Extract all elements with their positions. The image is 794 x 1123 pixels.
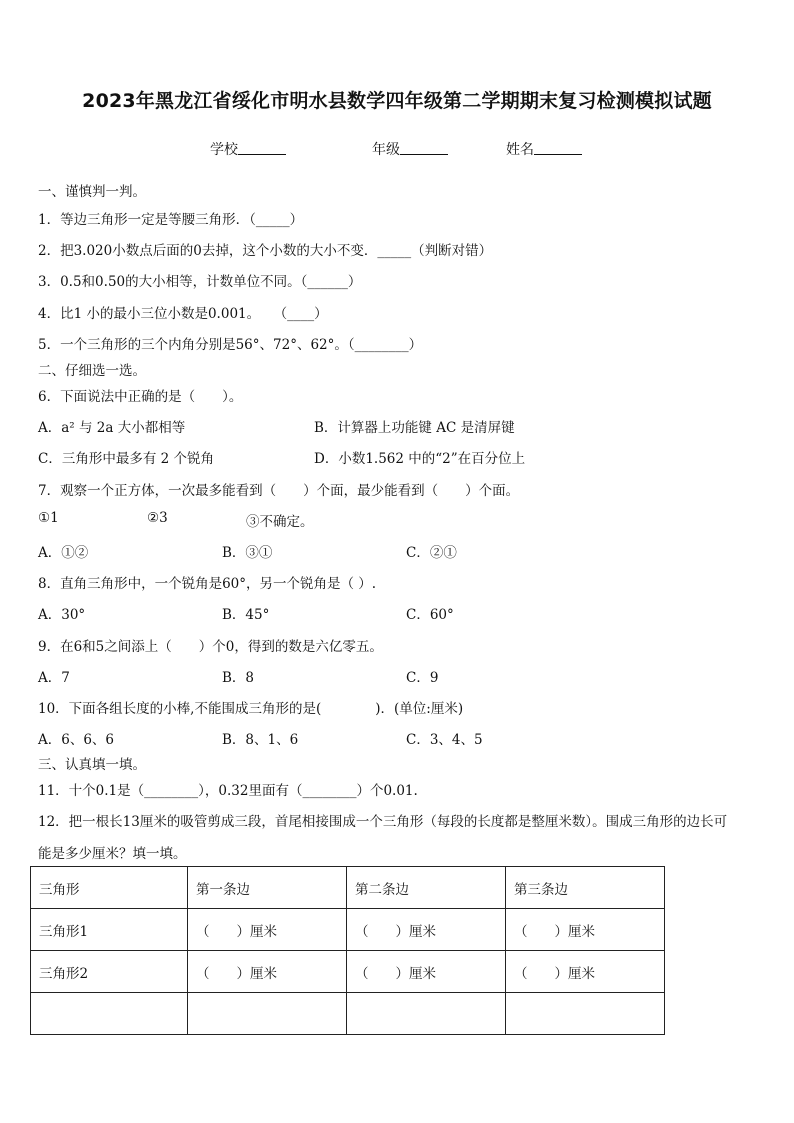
question-10: 10．下面各组长度的小棒,不能围成三角形的是( )．(单位:厘米) xyxy=(38,701,464,717)
q10-option-b: B．8、1、6 xyxy=(222,732,299,748)
grade-label: 年级 xyxy=(372,142,400,158)
q6-option-a: A．a² 与 2a 大小都相等 xyxy=(38,420,186,436)
q10-option-a: A．6、6、6 xyxy=(38,732,115,748)
school-blank xyxy=(238,142,286,155)
section-heading-2: 二、仔细选一选。 xyxy=(38,363,146,379)
q9-option-c: C．9 xyxy=(406,670,439,686)
table-cell xyxy=(347,993,506,1035)
q10-option-c: C．3、4、5 xyxy=(406,732,483,748)
q8-option-b: B．45° xyxy=(222,607,270,623)
table-cell: 三角形2 xyxy=(31,951,188,993)
question-9: 9．在6和5之间添上（ ）个0，得到的数是六亿零五。 xyxy=(38,639,383,655)
question-4: 4．比1 小的最小三位小数是0.001。 （____） xyxy=(38,306,328,322)
table-cell: （ ）厘米 xyxy=(506,909,665,951)
q8-option-a: A．30° xyxy=(38,607,86,623)
q7-option-c: C．②① xyxy=(406,545,457,561)
question-3: 3．0.5和0.50的大小相等，计数单位不同。（______） xyxy=(38,274,362,290)
q7-choice-1: ①1 xyxy=(38,510,59,526)
table-row xyxy=(31,951,665,993)
grade-blank xyxy=(400,142,448,155)
grade-field xyxy=(372,139,448,159)
table-header-row xyxy=(31,867,665,909)
school-field xyxy=(210,139,286,159)
section-heading-3: 三、认真填一填。 xyxy=(38,757,146,773)
table-cell: （ ）厘米 xyxy=(506,951,665,993)
page-title: 2023年黑龙江省绥化市明水县数学四年级第二学期期末复习检测模拟试题 xyxy=(82,90,712,112)
table-cell: （ ）厘米 xyxy=(347,909,506,951)
table-header-cell: 第二条边 xyxy=(347,867,506,909)
table-row xyxy=(31,993,665,1035)
q8-option-c: C．60° xyxy=(406,607,454,623)
table-header-cell: 第一条边 xyxy=(188,867,347,909)
table-cell xyxy=(31,993,188,1035)
table-row xyxy=(31,909,665,951)
q6-option-c: C．三角形中最多有 2 个锐角 xyxy=(38,451,215,467)
q9-option-b: B．8 xyxy=(222,670,255,686)
school-label: 学校 xyxy=(210,142,238,158)
q6-option-b: B．计算器上功能键 AC 是清屏键 xyxy=(314,420,515,436)
question-5: 5．一个三角形的三个内角分别是56°、72°、62°。（________） xyxy=(38,337,423,353)
section-heading-1: 一、谨慎判一判。 xyxy=(38,184,146,200)
question-11: 11．十个0.1是（________），0.32里面有（________）个0.01. xyxy=(38,783,418,799)
q7-option-b: B．③① xyxy=(222,545,273,561)
name-label: 姓名 xyxy=(506,142,534,158)
question-2: 2．把3.020小数点后面的0去掉，这个小数的大小不变．_____（判断对错） xyxy=(38,243,493,259)
table-cell xyxy=(188,993,347,1035)
table-cell xyxy=(506,993,665,1035)
question-12-line-1: 12．把一根长13厘米的吸管剪成三段，首尾相接围成一个三角形（每段的长度都是整厘米数）。围成三角形的边长可 xyxy=(38,814,728,830)
name-blank xyxy=(534,142,582,155)
name-field xyxy=(506,139,582,159)
question-1: 1．等边三角形一定是等腰三角形．（_____） xyxy=(38,212,304,228)
table-cell: 三角形1 xyxy=(31,909,188,951)
question-12-line-2: 能是多少厘米？填一填。 xyxy=(38,846,187,862)
triangle-sides-table xyxy=(30,866,665,1035)
q9-option-a: A．7 xyxy=(38,670,70,686)
question-8: 8．直角三角形中，一个锐角是60°，另一个锐角是（ ）. xyxy=(38,576,377,592)
table-cell: （ ）厘米 xyxy=(347,951,506,993)
q7-choice-2: ②3 xyxy=(147,510,168,526)
q6-option-d: D．小数1.562 中的“2”在百分位上 xyxy=(314,451,526,467)
table-header-cell: 第三条边 xyxy=(506,867,665,909)
q7-option-a: A．①② xyxy=(38,545,89,561)
question-7: 7．观察一个正方体，一次最多能看到（ ）个面，最少能看到（ ）个面。 xyxy=(38,483,520,499)
q7-choice-3: ③不确定。 xyxy=(246,514,314,530)
table-cell: （ ）厘米 xyxy=(188,909,347,951)
question-6: 6．下面说法中正确的是（ ）。 xyxy=(38,389,243,405)
table-cell: （ ）厘米 xyxy=(188,951,347,993)
table-header-cell: 三角形 xyxy=(31,867,188,909)
